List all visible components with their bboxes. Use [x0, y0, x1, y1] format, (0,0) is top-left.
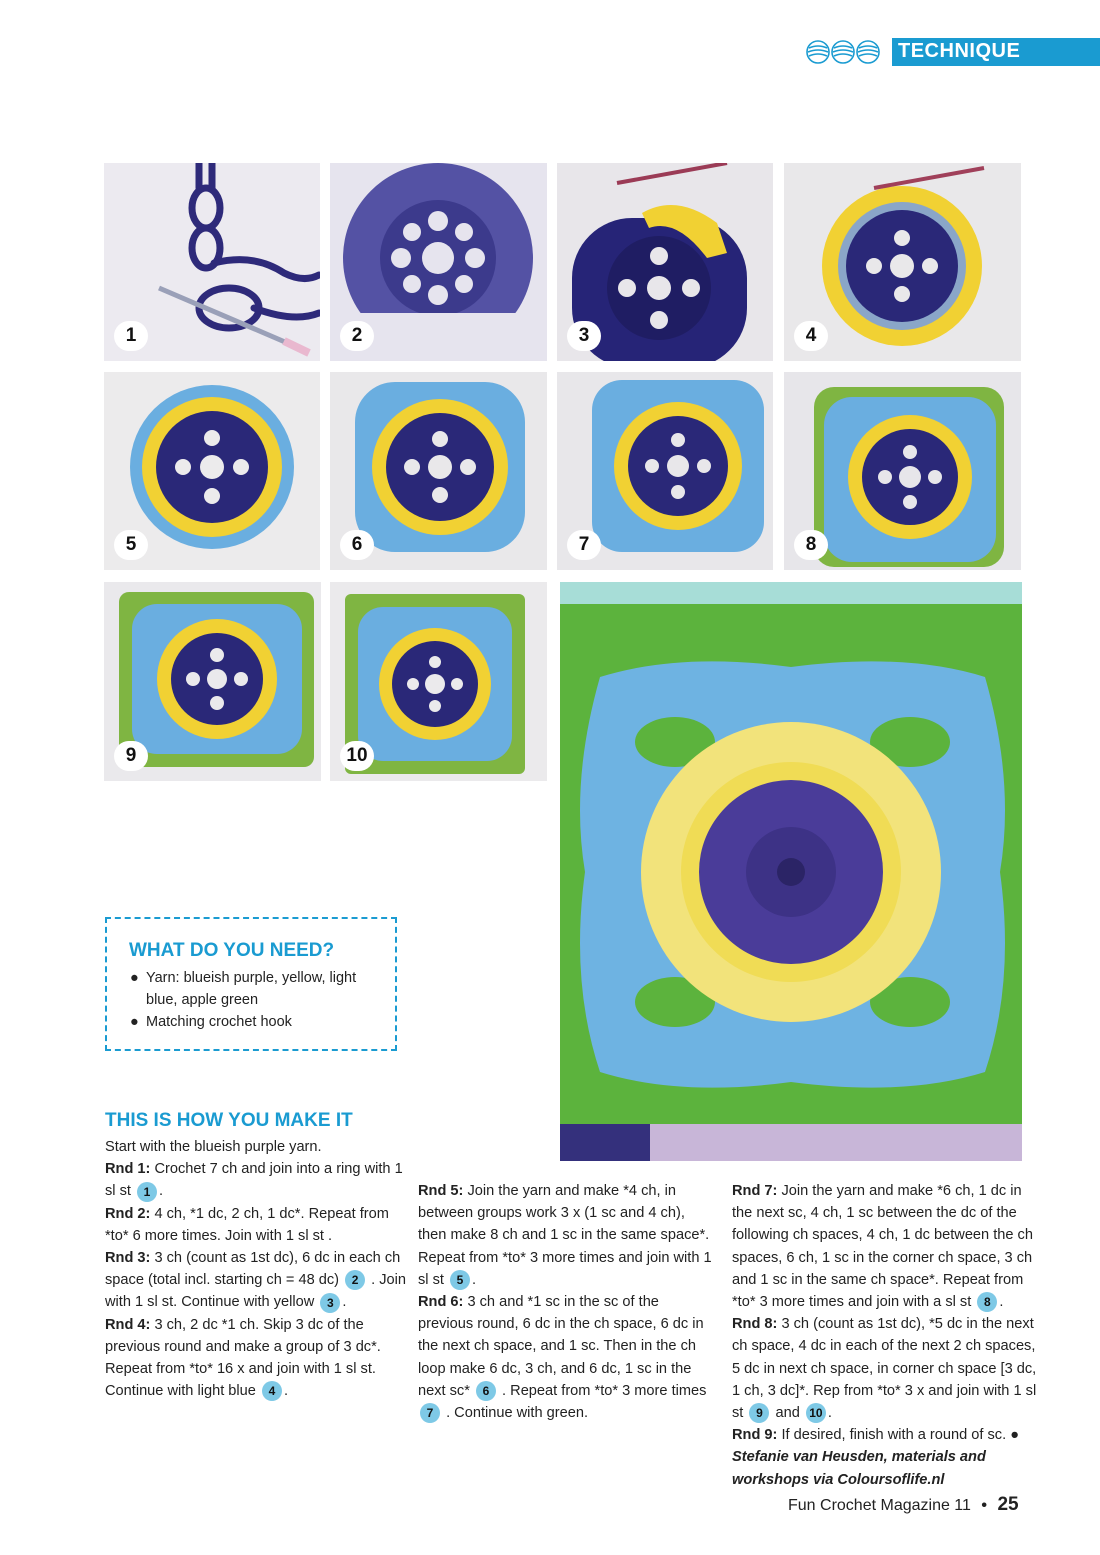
round-4: Rnd 4: 3 ch, 2 dc *1 ch. Skip 3 dc of the previous round and make a group of 3 dc*. Repeat from *to* 16 x and join with 1 sl st. Continue with light blue 4 . [105, 1314, 413, 1403]
needs-item: ● Yarn: blueish purple, yellow, light blue, apple green [130, 967, 360, 1011]
page-number: 25 [997, 1494, 1019, 1515]
credit: Stefanie van Heusden, materials and workshops via Coloursoflife.nl [732, 1449, 986, 1488]
step-ref-badge: 4 [262, 1381, 282, 1401]
instructions-column-2 [418, 1180, 714, 1424]
step-photo-6 [330, 372, 547, 570]
instructions-column-1 [105, 1136, 413, 1402]
round-8: Rnd 8: 3 ch (count as 1st dc), *5 dc in the next ch space, 4 dc in each of the next 2 ch spaces, 5 dc in next ch space, in corner ch space [3 dc, 1 ch, 3 dc]*. Rep from *to* 3 x and join with 1 sl st 9 and 10 . [732, 1313, 1044, 1424]
intro-text: Start with the blueish purple yarn. [105, 1139, 322, 1155]
step-number: 1 [114, 321, 148, 351]
round-3: Rnd 3: 3 ch (count as 1st dc), 6 dc in each ch space (total incl. starting ch = 48 dc) 2 . Join with 1 sl st. Continue with yellow 3 . [105, 1247, 413, 1314]
step-ref-badge: 1 [137, 1182, 157, 1202]
step-ref-badge: 8 [977, 1292, 997, 1312]
step-ref-badge: 2 [345, 1270, 365, 1290]
finished-square-photo [560, 582, 1022, 1161]
step-photo-10 [330, 582, 547, 781]
round-2: Rnd 2: 4 ch, *1 dc, 2 ch, 1 dc*. Repeat from *to* 6 more times. Join with 1 sl st . [105, 1205, 389, 1244]
step-photo-3 [557, 163, 773, 361]
instructions-title: THIS IS HOW YOU MAKE IT [105, 1110, 353, 1131]
step-number: 8 [794, 530, 828, 560]
step-photo-8 [784, 372, 1021, 570]
step-number: 10 [340, 741, 374, 771]
round-9: Rnd 9: If desired, finish with a round of sc. ● [732, 1427, 1020, 1444]
footer-separator: • [981, 1497, 987, 1514]
step-number: 2 [340, 321, 374, 351]
step-ref-badge: 6 [476, 1381, 496, 1401]
step-number: 4 [794, 321, 828, 351]
step-ref-badge: 3 [320, 1293, 340, 1313]
step-number: 3 [567, 321, 601, 351]
step-number: 9 [114, 741, 148, 771]
step-number: 5 [114, 530, 148, 560]
needs-item: ● Matching crochet hook [130, 1011, 360, 1033]
step-photo-7 [557, 372, 773, 570]
round-1: Rnd 1: Crochet 7 ch and join into a ring with 1 sl st 1 . [105, 1158, 413, 1202]
bullet-icon: ● [130, 970, 139, 986]
step-ref-badge: 9 [749, 1403, 769, 1423]
needs-title: WHAT DO YOU NEED? [129, 940, 335, 961]
step-ref-badge: 7 [420, 1403, 440, 1423]
step-photo-9 [104, 582, 321, 781]
step-number: 7 [567, 530, 601, 560]
section-label: TECHNIQUE [898, 40, 1021, 62]
round-6: Rnd 6: 3 ch and *1 sc in the sc of the previous round, 6 dc in the ch space, 6 dc in the next ch space, and 1 sc. Then in the ch loop make 6 dc, 3 ch, and 6 dc, 1 sc in the next sc* 6 . Repeat from *to* 3 more times 7 . Continue with green. [418, 1291, 714, 1424]
instructions-column-3 [732, 1180, 1044, 1491]
step-number: 6 [340, 530, 374, 560]
yarn-balls-icon [804, 38, 884, 66]
step-photo-5 [104, 372, 320, 570]
granny-square-illustration [560, 582, 1022, 1161]
step-photo-1 [104, 163, 320, 361]
page-footer [788, 1494, 1019, 1516]
step-ref-badge: 10 [806, 1403, 826, 1423]
round-5: Rnd 5: Join the yarn and make *4 ch, in between groups work 3 x (1 sc and 4 ch), then make 8 ch and 1 sc in the same space*. Repeat from *to* 3 more times and join with 1 sl st 5 . [418, 1180, 714, 1291]
magazine-name: Fun Crochet Magazine 11 [788, 1497, 971, 1514]
step-photo-4 [784, 163, 1021, 361]
step-ref-badge: 5 [450, 1270, 470, 1290]
round-7: Rnd 7: Join the yarn and make *6 ch, 1 dc in the next sc, 4 ch, 1 sc between the dc of the following ch spaces, 4 ch, 1 dc between the ch spaces, 6 ch, 1 sc in the corner ch space, 3 ch and 1 sc in the same ch space*. Repeat from *to* 3 more times and join with a sl st 8 . [732, 1180, 1044, 1313]
step-photo-2 [330, 163, 547, 361]
bullet-icon: ● [130, 1014, 139, 1030]
